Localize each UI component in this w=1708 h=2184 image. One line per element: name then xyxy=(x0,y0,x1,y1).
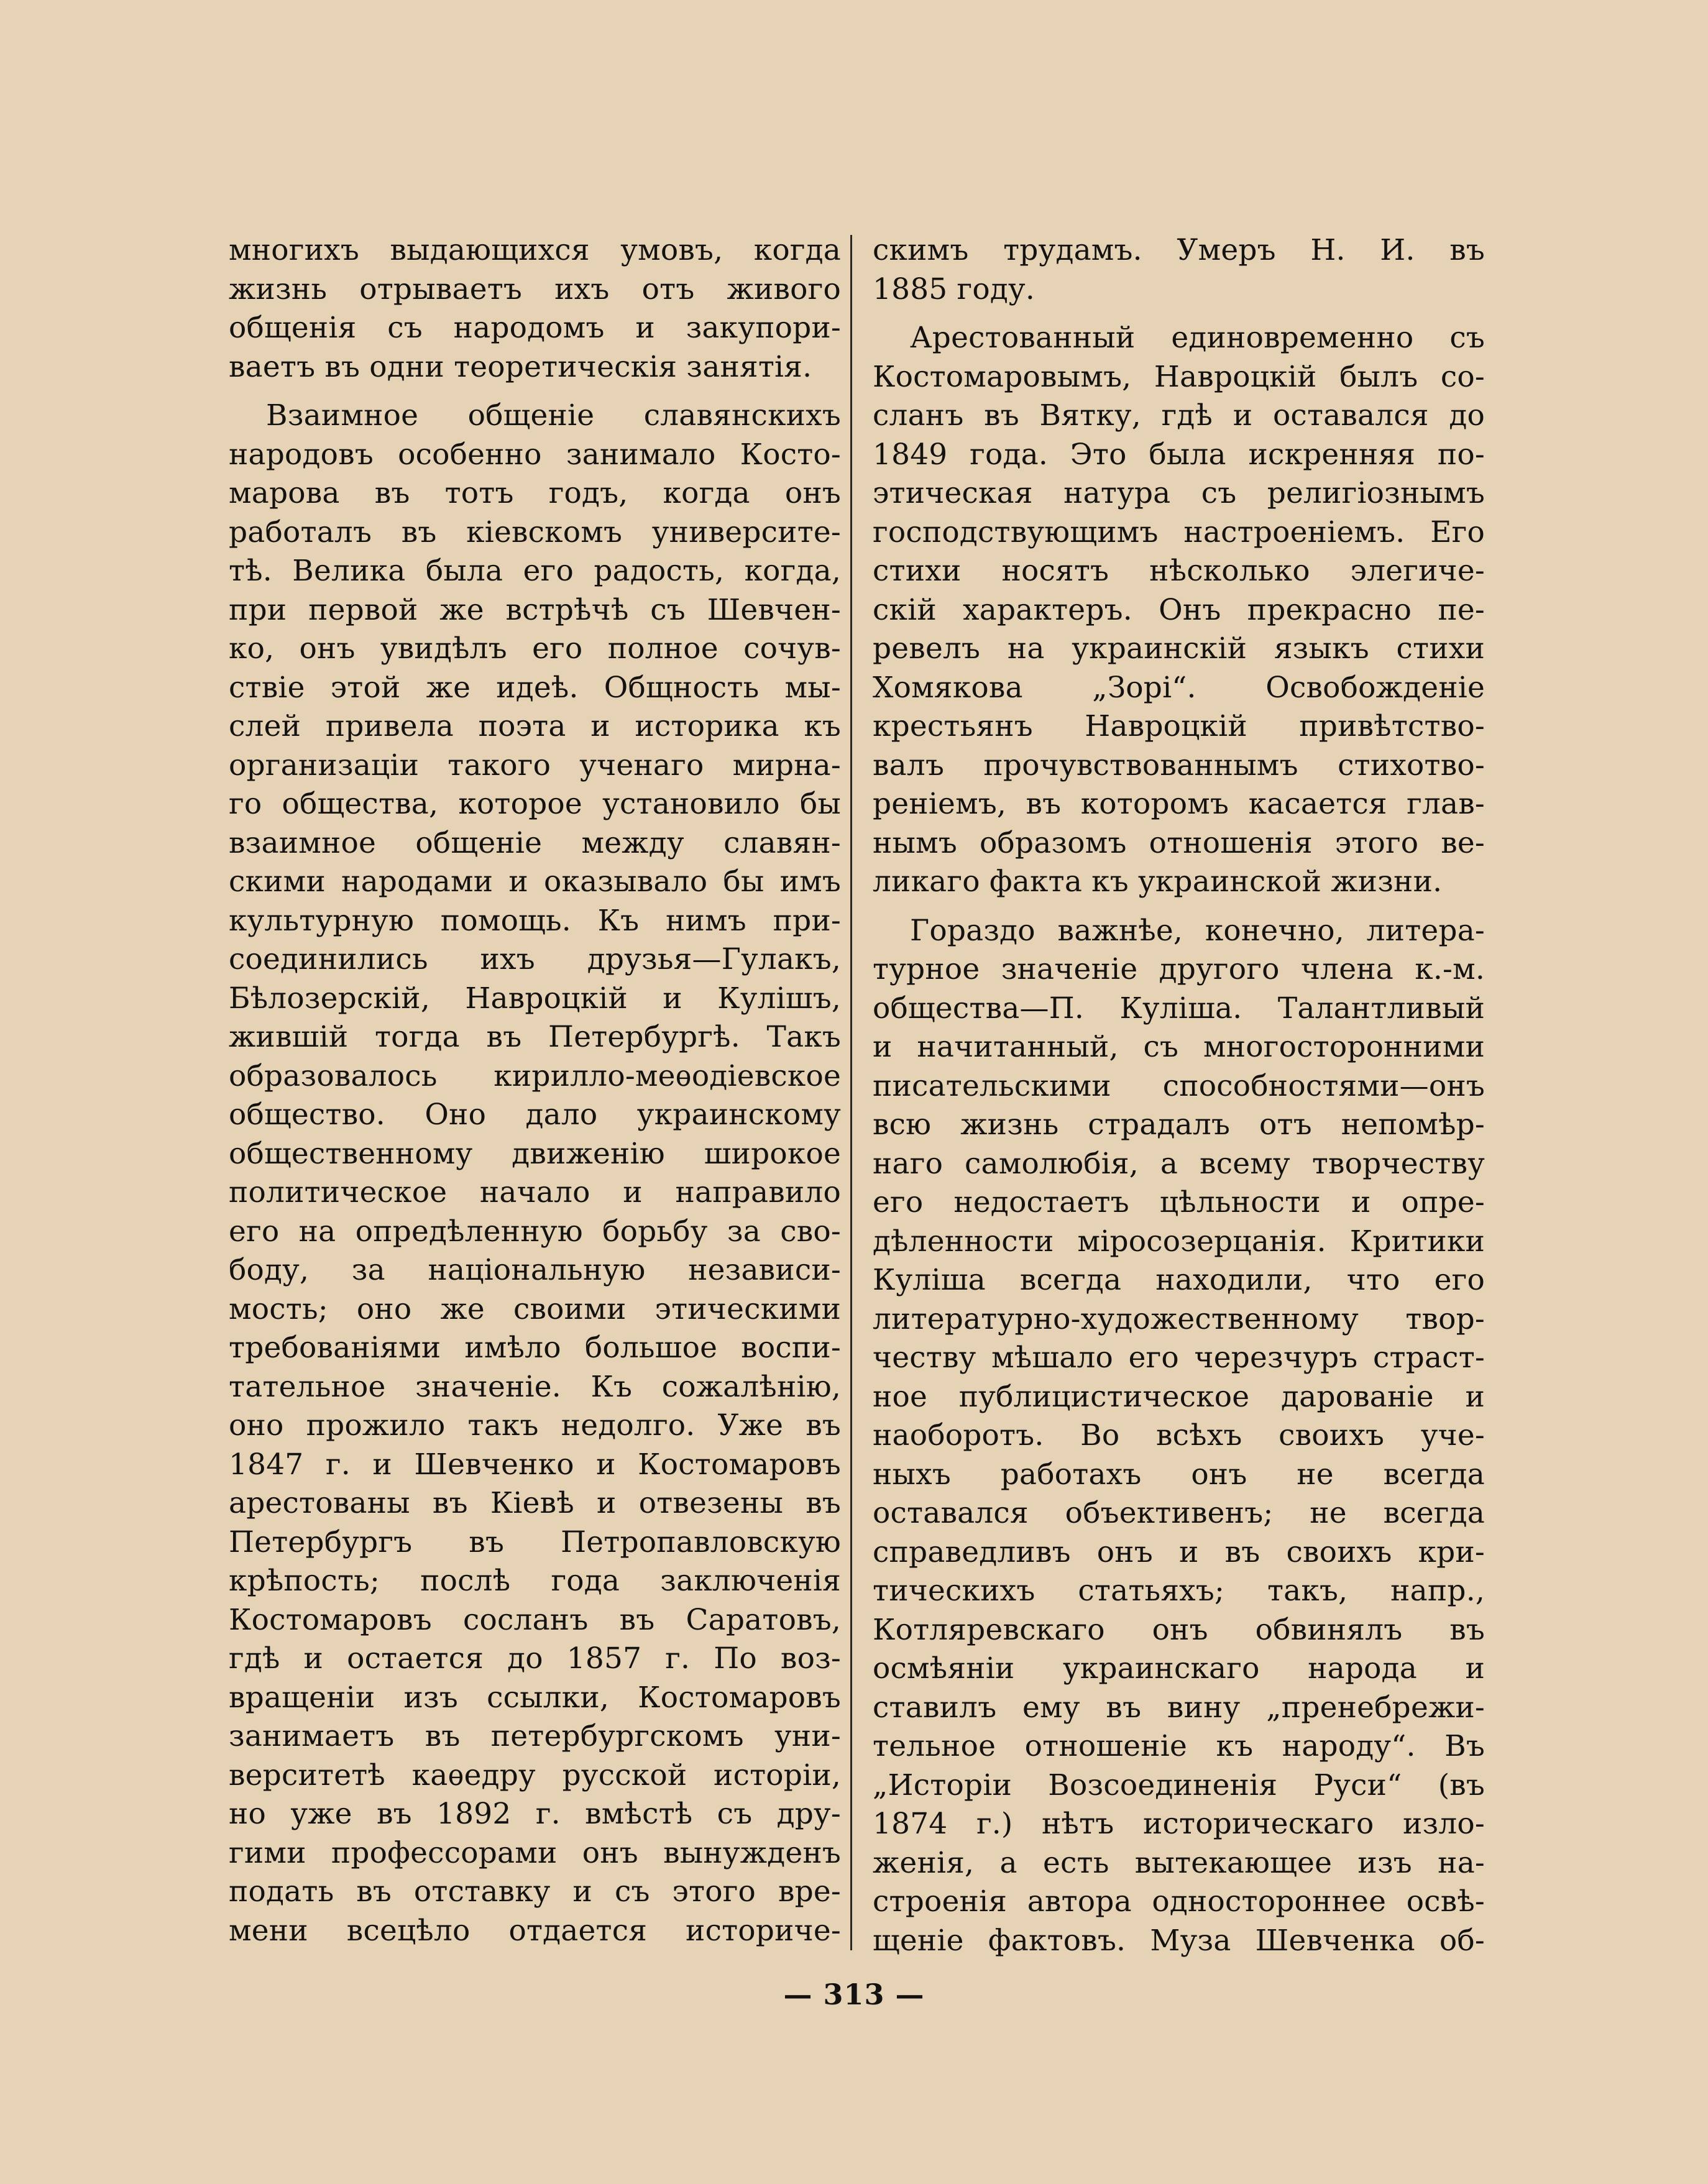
text-line: культурную помощь. Къ нимъ при- xyxy=(229,903,841,938)
text-line: соединились ихъ друзья—Гулакъ, xyxy=(229,942,841,976)
text-line: валъ прочувствованнымъ стихотво- xyxy=(873,748,1485,782)
text-line: при первой же встрѣчѣ съ Шевчен- xyxy=(229,592,841,627)
text-line: Куліша всегда находили, что его xyxy=(873,1263,1485,1297)
text-line: мени всецѣло отдается историче- xyxy=(229,1913,841,1948)
text-line: гдѣ и остается до 1857 г. По воз- xyxy=(229,1641,841,1676)
text-line: организаціи такого ученаго мирна- xyxy=(229,748,841,782)
text-line: боду, за національную независи- xyxy=(229,1253,841,1287)
text-line: 1849 года. Это была искренняя по- xyxy=(873,437,1485,472)
text-line: реніемъ, въ которомъ касается глав- xyxy=(873,787,1485,821)
text-line: общенія съ народомъ и закупори- xyxy=(229,311,841,345)
text-line: 1847 г. и Шевченко и Костомаровъ xyxy=(229,1447,841,1482)
text-line: писательскими способностями—онъ xyxy=(873,1068,1485,1103)
text-line: строенія автора одностороннее освѣ- xyxy=(873,1884,1485,1919)
text-line: жизнь отрываетъ ихъ отъ живого xyxy=(229,272,841,306)
text-line: тѣ. Велика была его радость, когда, xyxy=(229,554,841,588)
text-line: политическое начало и направило xyxy=(229,1175,841,1209)
text-line: турное значеніе другого члена к.-м. xyxy=(873,952,1485,986)
text-line: крестьянъ Навроцкій привѣтство- xyxy=(873,709,1485,743)
text-line: справедливъ онъ и въ своихъ кри- xyxy=(873,1535,1485,1569)
paragraph-gap xyxy=(873,309,1485,319)
text-line: верситетѣ каѳедру русской исторіи, xyxy=(229,1758,841,1792)
text-line: оно прожило такъ недолго. Уже въ xyxy=(229,1408,841,1443)
text-line: всю жизнь страдалъ отъ непомѣр- xyxy=(873,1108,1485,1142)
text-line: арестованы въ Кіевѣ и отвезены въ xyxy=(229,1486,841,1520)
text-line: сланъ въ Вятку, гдѣ и оставался до xyxy=(873,398,1485,433)
paragraph-gap xyxy=(873,902,1485,912)
text-line: марова въ тотъ годъ, когда онъ xyxy=(229,476,841,510)
text-line: общественному движенію широкое xyxy=(229,1136,841,1171)
text-line: скими народами и оказывало бы имъ xyxy=(229,865,841,899)
text-line: ко, онъ увидѣлъ его полное сочув- xyxy=(229,631,841,666)
text-line: щеніе фактовъ. Муза Шевченка об- xyxy=(873,1923,1485,1958)
text-line: подать въ отставку и съ этого вре- xyxy=(229,1874,841,1909)
text-line: Костомаровымъ, Навроцкій былъ со- xyxy=(873,359,1485,394)
paragraph-gap xyxy=(229,387,841,397)
text-line: тельное отношеніе къ народу“. Въ xyxy=(873,1729,1485,1763)
text-line: го общества, которое установило бы xyxy=(229,787,841,821)
text-line: Арестованный единовременно съ xyxy=(910,321,1485,355)
text-line: требованіями имѣло большое воспи- xyxy=(229,1331,841,1365)
text-line: многихъ выдающихся умовъ, когда xyxy=(229,233,841,267)
text-line: господствующимъ настроеніемъ. Его xyxy=(873,515,1485,549)
text-line: ствіе этой же идеѣ. Общность мы- xyxy=(229,670,841,705)
text-line: и начитанный, съ многосторонними xyxy=(873,1030,1485,1064)
text-line: скій характеръ. Онъ прекрасно пе- xyxy=(873,592,1485,627)
left-column xyxy=(229,231,841,1950)
text-line: ныхъ работахъ онъ не всегда xyxy=(873,1457,1485,1492)
text-line: вращеніи изъ ссылки, Костомаровъ xyxy=(229,1680,841,1715)
text-line: слей привела поэта и историка къ xyxy=(229,709,841,743)
text-line: занимаетъ въ петербургскомъ уни- xyxy=(229,1719,841,1753)
text-line: но уже въ 1892 г. вмѣстѣ съ дру- xyxy=(229,1797,841,1831)
text-line: наго самолюбія, а всему творчеству xyxy=(873,1146,1485,1181)
text-line: его недостаетъ цѣльности и опре- xyxy=(873,1185,1485,1219)
text-line: образовалось кирилло-меѳодіевское xyxy=(229,1058,841,1093)
page-number: — 313 — xyxy=(783,1978,925,2011)
text-line: взаимное общеніе между славян- xyxy=(229,825,841,860)
text-line: ревелъ на украинскій языкъ стихи xyxy=(873,631,1485,666)
text-line: гими профессорами онъ вынужденъ xyxy=(229,1835,841,1870)
text-line: Бѣлозерскій, Навроцкій и Кулішъ, xyxy=(229,981,841,1016)
text-line: Взаимное общеніе славянскихъ xyxy=(266,398,841,433)
text-line: тическихъ статьяхъ; такъ, напр., xyxy=(873,1574,1485,1608)
text-line: крѣпость; послѣ года заключенія xyxy=(229,1564,841,1598)
column-divider xyxy=(850,235,852,1950)
text-line: осмѣяніи украинскаго народа и xyxy=(873,1651,1485,1686)
text-line: тательное значеніе. Къ сожалѣнію, xyxy=(229,1369,841,1404)
text-line: 1874 г.) нѣтъ историческаго изло- xyxy=(873,1807,1485,1841)
text-line: женія, а есть вытекающее изъ на- xyxy=(873,1845,1485,1880)
text-line: его на опредѣленную борьбу за сво- xyxy=(229,1214,841,1249)
text-line: скимъ трудамъ. Умеръ Н. И. въ xyxy=(873,233,1485,267)
text-line: Костомаровъ сосланъ въ Саратовъ, xyxy=(229,1602,841,1637)
text-line: Хомякова „Зорі“. Освобожденіе xyxy=(873,670,1485,705)
text-line: честву мѣшало его черезчуръ страст- xyxy=(873,1341,1485,1375)
text-line: этическая натура съ религіознымъ xyxy=(873,476,1485,510)
text-line: Петербургъ въ Петропавловскую xyxy=(229,1525,841,1559)
text-line: общества—П. Куліша. Талантливый xyxy=(873,991,1485,1025)
text-line: Гораздо важнѣе, конечно, литера- xyxy=(910,913,1485,948)
right-column xyxy=(873,231,1485,1960)
text-line: ное публицистическое дарованіе и xyxy=(873,1379,1485,1414)
text-line: Котляревскаго онъ обвинялъ въ xyxy=(873,1612,1485,1647)
text-line: дѣленности міросозерцанія. Критики xyxy=(873,1224,1485,1259)
text-line: „Исторіи Возсоединенія Руси“ (въ xyxy=(873,1768,1485,1802)
text-line: 1885 году. xyxy=(873,272,1035,306)
text-line: жившій тогда въ Петербургѣ. Такъ xyxy=(229,1020,841,1054)
text-line: оставался объективенъ; не всегда xyxy=(873,1496,1485,1530)
text-line: ликаго факта къ украинской жизни. xyxy=(873,865,1443,899)
text-line: ваетъ въ одни теоретическія занятія. xyxy=(229,349,812,384)
text-line: стихи носятъ нѣсколько элегиче- xyxy=(873,554,1485,588)
text-line: нымъ образомъ отношенія этого ве- xyxy=(873,825,1485,860)
text-line: ставилъ ему въ вину „пренебрежи- xyxy=(873,1690,1485,1725)
text-line: наоборотъ. Во всѣхъ своихъ уче- xyxy=(873,1418,1485,1452)
text-line: литературно-художественному твор- xyxy=(873,1301,1485,1336)
text-line: работалъ въ кіевскомъ университе- xyxy=(229,515,841,549)
text-line: общество. Оно дало украинскому xyxy=(229,1098,841,1132)
text-line: мость; оно же своими этическими xyxy=(229,1292,841,1326)
text-line: народовъ особенно занимало Косто- xyxy=(229,437,841,472)
